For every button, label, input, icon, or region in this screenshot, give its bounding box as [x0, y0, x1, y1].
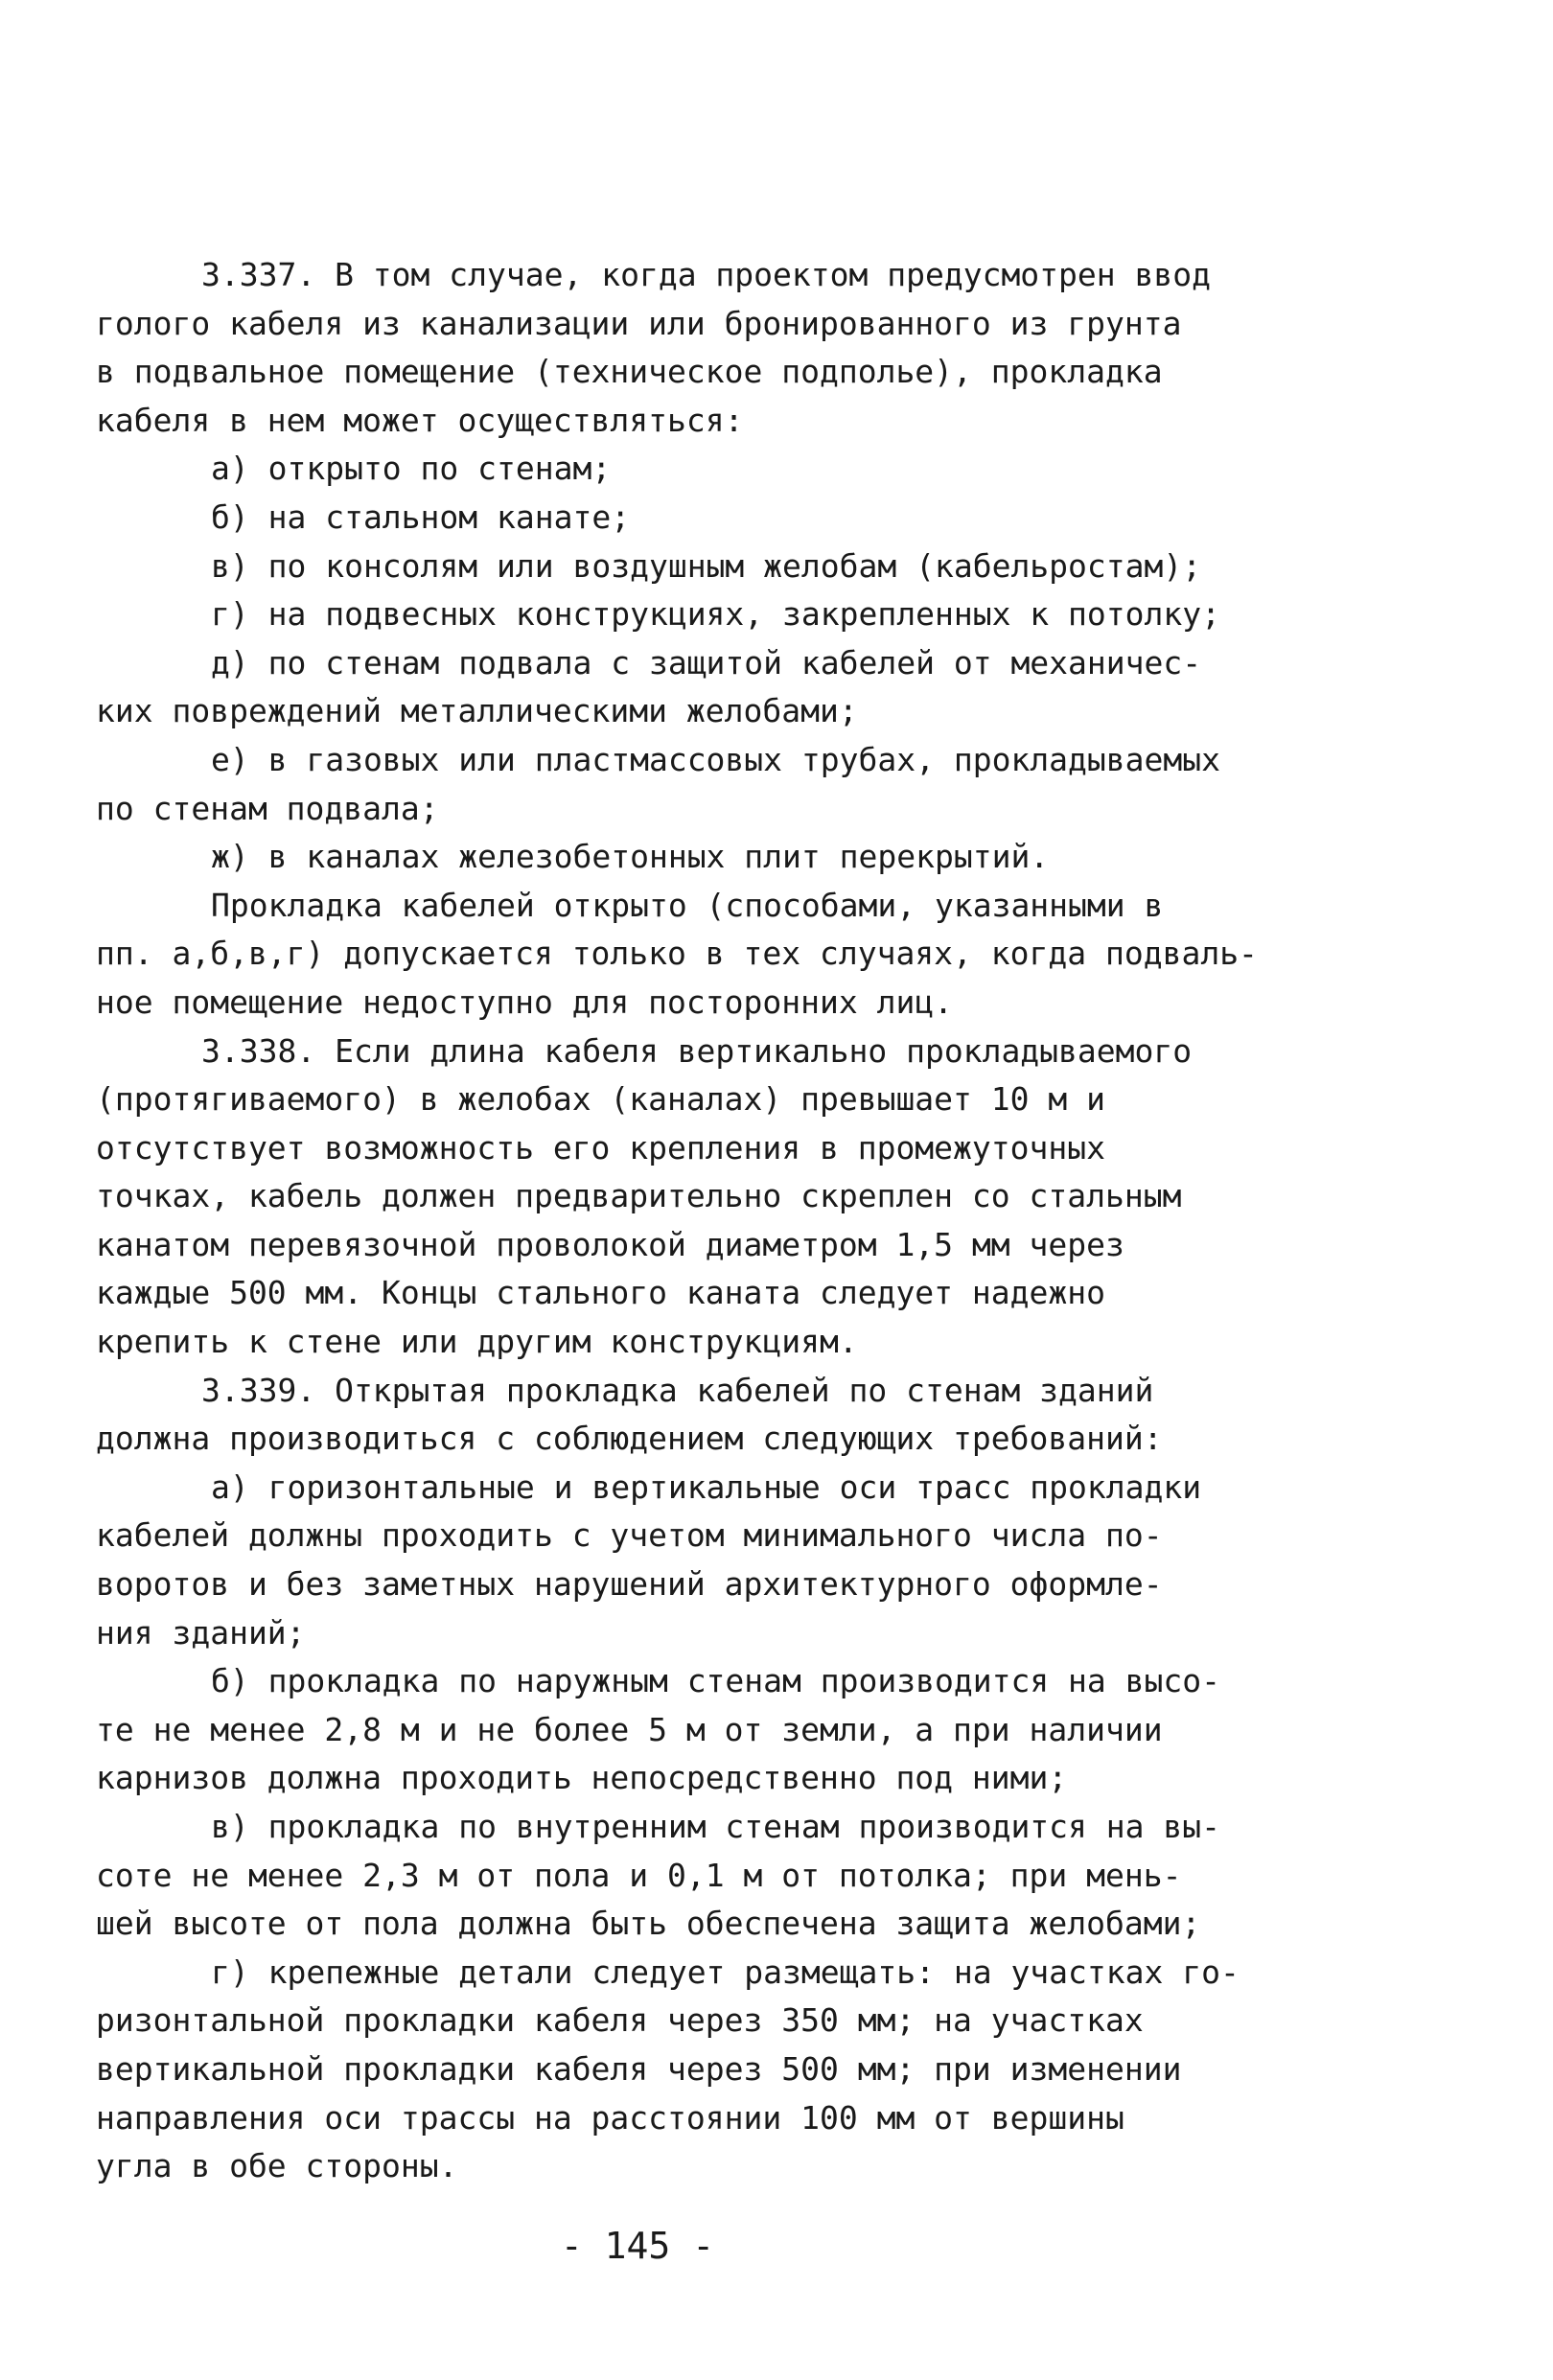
text-line: пп. а,б,в,г) допускается только в тех случаях, когда подваль- — [96, 935, 1258, 973]
text-line: ния зданий; — [96, 1613, 306, 1652]
text-line: по стенам подвала; — [96, 789, 439, 827]
text-line: ких повреждений металлическими желобами; — [96, 692, 858, 730]
section-3-338-start: 3.338. Если длина кабеля вертикально прокладываемого — [201, 1031, 1193, 1070]
text-line: отсутствует возможность его крепления в промежуточных — [96, 1128, 1105, 1167]
text-line: шей высоте от пола должна быть обеспечена защита желобами; — [96, 1905, 1201, 1943]
list-item-b: б) прокладка по наружным стенам производится на высо- — [211, 1662, 1220, 1700]
text-line: канатом перевязочной проволокой диаметром 1,5 мм через — [96, 1225, 1124, 1263]
list-item-e: е) в газовых или пластмассовых трубах, прокладываемых — [211, 740, 1220, 778]
text-line: Прокладка кабелей открыто (способами, указанными в — [211, 886, 1164, 924]
list-item-g: г) крепежные детали следует размещать: на участках го- — [211, 1953, 1240, 1991]
page-text — [96, 251, 1433, 2191]
text-line: голого кабеля из канализации или бронированного из грунта — [96, 304, 1182, 342]
text-line: ризонтальной прокладки кабеля через 350 мм; на участках — [96, 2001, 1144, 2040]
section-3-339-start: 3.339. Открытая прокладка кабелей по стенам зданий — [201, 1371, 1154, 1409]
text-line: те не менее 2,8 м и не более 5 м от земли, а при наличии — [96, 1710, 1163, 1748]
text-line: кабелей должны проходить с учетом минимального числа по- — [96, 1516, 1163, 1555]
list-item-d: д) по стенам подвала с защитой кабелей от механичес- — [211, 643, 1202, 682]
list-item-zh: ж) в каналах железобетонных плит перекрытий. — [211, 838, 1050, 876]
text-line: 3.337. В том случае, когда проектом предусмотрен ввод — [201, 256, 1211, 293]
list-item-b: б) на стальном канате; — [211, 497, 631, 536]
text-line: воротов и без заметных нарушений архитектурного оформле- — [96, 1565, 1163, 1604]
text-line: направления оси трассы на расстоянии 100 мм от вершины — [96, 2098, 1124, 2137]
text-line: крепить к стене или другим конструкциям. — [96, 1323, 858, 1361]
list-item-a: а) горизонтальные и вертикальные оси трасс прокладки — [211, 1467, 1202, 1506]
text-line: соте не менее 2,3 м от пола и 0,1 м от потолка; при мень- — [96, 1856, 1182, 1894]
text-line: каждые 500 мм. Концы стального каната следует надежно — [96, 1274, 1105, 1312]
text-line: должна производиться с соблюдением следующих требований: — [96, 1420, 1163, 1458]
page-number: - 145 - — [560, 2225, 715, 2267]
text-line: карнизов должна проходить непосредственно под ними; — [96, 1759, 1068, 1797]
text-line: ное помещение недоступно для посторонних лиц. — [96, 982, 954, 1021]
list-item-v: в) прокладка по внутренним стенам производится на вы- — [211, 1808, 1220, 1845]
list-item-a: а) открыто по стенам; — [211, 450, 612, 488]
text-line: точках, кабель должен предварительно скреплен со стальным — [96, 1177, 1182, 1215]
text-line: вертикальной прокладки кабеля через 500 мм; при изменении — [96, 2049, 1182, 2088]
text-line: в подвальное помещение (техническое подполье), прокладка — [96, 353, 1163, 391]
text-line: угла в обе стороны. — [96, 2147, 458, 2185]
text-line: кабеля в нем может осуществляться: — [96, 401, 744, 439]
text-line: (протягиваемого) в желобах (каналах) превышает 10 м и — [96, 1080, 1105, 1119]
list-item-v: в) по консолям или воздушным желобам (кабельростам); — [211, 546, 1202, 585]
list-item-g: г) на подвесных конструкциях, закрепленных к потолку; — [211, 595, 1220, 634]
